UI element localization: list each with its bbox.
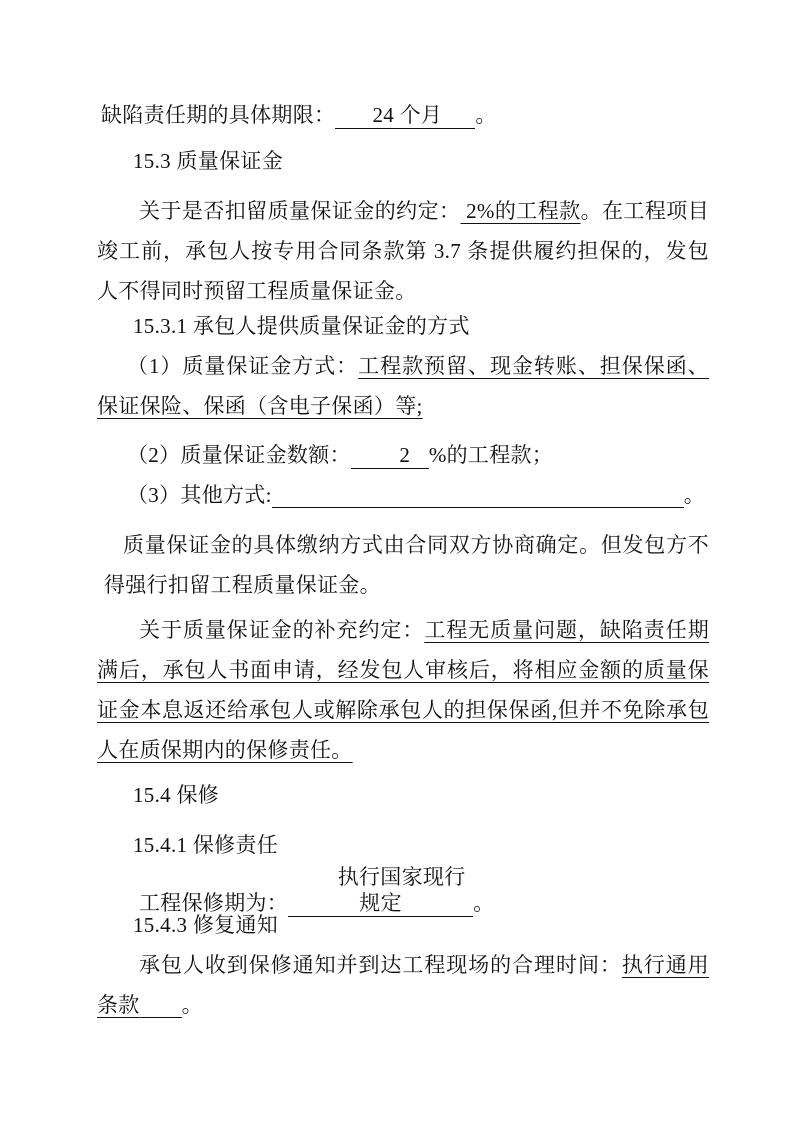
paragraph-guarantee-method <box>97 346 709 426</box>
warranty-fullstop: 。 <box>473 891 495 915</box>
notice-blank-underline <box>140 991 182 1018</box>
other-method-lead: （3）其他方式: <box>127 483 272 507</box>
paragraph-guarantee-amount <box>97 435 709 475</box>
heading-15-3-1-text: 15.3.1 承包人提供质量保证金的方式 <box>133 314 470 338</box>
paragraph-retention-agreement <box>97 191 709 311</box>
paragraph-payment-method <box>104 525 709 605</box>
payment-text: 质量保证金的具体缴纳方式由合同双方协商确定。但发包方不得强行扣留工程质量保证金。 <box>104 533 709 597</box>
heading-15-4-text: 15.4 保修 <box>133 783 220 807</box>
paragraph-supplementary-agreement <box>97 610 709 770</box>
heading-15-4-3 <box>97 905 709 945</box>
heading-15-3-1 <box>97 306 709 346</box>
supplement-lead: 关于质量保证金的补充约定： <box>139 618 425 642</box>
paragraph-repair-notice <box>97 945 709 1025</box>
paragraph-other-method <box>97 475 709 515</box>
paragraph-defect-period <box>97 95 709 135</box>
amount-rest: %的工程款； <box>428 443 554 467</box>
defect-period-fullstop: 。 <box>475 103 497 127</box>
heading-15-4-1 <box>97 825 709 865</box>
notice-fill-value: 执行通用条款 <box>97 953 709 1017</box>
heading-15-3 <box>97 141 709 181</box>
heading-15-3-text: 15.3 质量保证金 <box>133 149 283 173</box>
warranty-fill-value: 执行国家现行规定 <box>288 864 473 917</box>
heading-15-4 <box>97 775 709 815</box>
other-method-fullstop: 。 <box>683 483 706 507</box>
defect-period-label: 缺陷责任期的具体期限： <box>101 103 336 127</box>
defect-period-fill-value: 24 个月 <box>335 102 475 129</box>
retention-rest: 。在工程项目竣工前，承包人按专用合同条款第 3.7 条提供履约担保的，发包人不得同时预留工程质量保证金。 <box>97 199 710 303</box>
amount-fill-value: 2 <box>351 442 429 469</box>
heading-15-4-3-text: 15.4.3 修复通知 <box>133 913 279 937</box>
retention-fill-value: 2%的工程款 <box>460 199 581 223</box>
retention-lead: 关于是否扣留质量保证金的约定： <box>139 199 461 223</box>
supplement-fill-value: 工程无质量问题，缺陷责任期满后，承包人书面申请，经发包人审核后，将相应金额的质量保证金本息返还给承包人或解除承包人的担保保函,但并不免除承包人在质保期内的保修责任。 <box>97 618 709 762</box>
heading-15-4-1-text: 15.4.1 保修责任 <box>133 833 279 857</box>
notice-fullstop: 。 <box>181 993 203 1017</box>
method-lead: （1）质量保证金方式： <box>127 354 359 378</box>
method-fill-value: 工程款预留、现金转账、担保保函、保证保险、保函（含电子保函）等; <box>97 354 709 418</box>
notice-lead: 承包人收到保修通知并到达工程现场的合理时间： <box>139 953 622 977</box>
warranty-lead: 工程保修期为： <box>139 891 289 915</box>
other-method-blank-underline <box>272 481 684 508</box>
amount-lead: （2）质量保证金数额： <box>127 443 351 467</box>
